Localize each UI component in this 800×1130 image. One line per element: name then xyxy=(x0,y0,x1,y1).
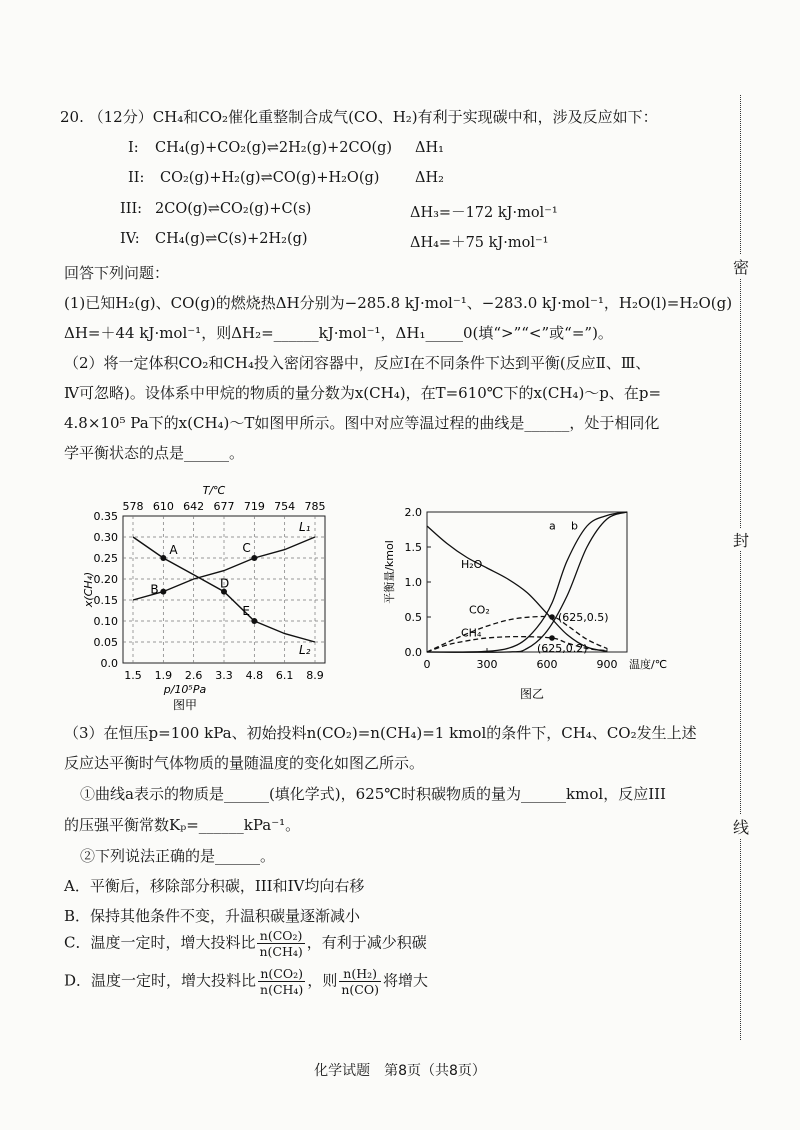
yi-annotation-label-1: (625,0.5) xyxy=(558,611,609,624)
jia-top-tick: 578 xyxy=(122,500,144,513)
reaction-1-dh: ΔH₁ xyxy=(415,140,444,156)
jia-point-E xyxy=(251,618,257,624)
jia-top-label: T/℃ xyxy=(202,484,226,497)
option-d-post: 将增大 xyxy=(382,971,428,990)
jia-x-tick: 2.6 xyxy=(184,669,203,682)
option-d xyxy=(64,966,428,997)
yi-series-4-label: CO₂ xyxy=(469,603,490,617)
jia-top-tick: 785 xyxy=(304,500,326,513)
yi-y-tick: 0.5 xyxy=(404,611,422,624)
option-c-post: ，有利于减少积碳 xyxy=(306,933,427,952)
yi-annotation-label-2: (625,0.2) xyxy=(537,642,588,655)
part3-line2: 反应达平衡时气体物质的量随温度的变化如图乙所示。 xyxy=(64,754,425,772)
yi-y-tick: 1.5 xyxy=(404,541,422,554)
q3-1-line2: 的压强平衡常数Kₚ=______kPa⁻¹。 xyxy=(64,816,301,834)
ratio-den-d: n(CH₄) xyxy=(260,982,304,997)
ratio-co: n(CO) xyxy=(341,982,379,997)
reaction-1-label: I: xyxy=(128,140,139,156)
yi-series-5-label: CH₄ xyxy=(461,626,482,640)
option-a: A．平衡后，移除部分积碳，III和IV均向右移 xyxy=(64,877,365,895)
ratio-num-d: n(CO₂) xyxy=(258,966,305,982)
yi-y-tick: 1.0 xyxy=(404,576,422,589)
jia-top-tick: 642 xyxy=(183,500,205,513)
yi-annotation-point-1 xyxy=(549,614,555,620)
jia-point-label-D: D xyxy=(220,576,230,591)
jia-x-tick: 6.1 xyxy=(275,669,294,682)
jia-y-tick: 0.0 xyxy=(100,657,118,670)
reaction-2-dh: ΔH₂ xyxy=(415,170,444,186)
yi-y-label: 平衡量/kmol xyxy=(383,540,396,604)
yi-frame xyxy=(427,512,627,652)
reaction-2-equation: CO₂(g)+H₂(g)⇌CO(g)+H₂O(g) xyxy=(160,170,380,186)
jia-y-tick: 0.05 xyxy=(93,636,118,649)
seal-line xyxy=(740,95,741,1040)
jia-series-2-label: L₂ xyxy=(299,643,311,657)
jia-y-tick: 0.20 xyxy=(93,573,118,586)
yi-annotation-point-2 xyxy=(549,635,555,641)
part1-line1: (1)已知H₂(g)、CO(g)的燃烧热ΔH分别为−285.8 kJ·mol⁻¹、−283.0 kJ·mol⁻¹，H₂O(l)=H₂O(g) xyxy=(64,294,733,312)
part2-line2: Ⅳ可忽略)。设体系中甲烷的物质的量分数为x(CH₄)，在T=610℃下的x(CH₄)～p、在p= xyxy=(64,384,662,402)
yi-x-tick: 900 xyxy=(596,658,618,671)
ratio-den: n(CH₄) xyxy=(259,944,303,959)
jia-y-tick: 0.25 xyxy=(93,552,118,565)
jia-x-tick: 4.8 xyxy=(245,669,264,682)
yi-series-1-label: a xyxy=(549,519,556,533)
reaction-4-label: IV: xyxy=(120,231,140,247)
yi-series-3-line xyxy=(427,526,607,651)
jia-top-tick: 677 xyxy=(213,500,235,513)
jia-point-C xyxy=(251,555,257,561)
reaction-4-dh: ΔH₄=＋75 kJ·mol⁻¹ xyxy=(410,235,549,251)
ratio-co2-ch4-d xyxy=(258,966,305,997)
question-header: 20. （12分）CH₄和CO₂催化重整制合成气(CO、H₂)有利于实现碳中和，涉及反应如下： xyxy=(60,108,658,126)
jia-point-A xyxy=(160,555,166,561)
ratio-co2-ch4 xyxy=(257,928,304,959)
jia-point-label-C: C xyxy=(242,541,251,555)
seal-label-mi: 密 xyxy=(731,255,751,278)
jia-x-tick: 1.9 xyxy=(154,669,173,682)
q3-2: ②下列说法正确的是______。 xyxy=(80,847,276,865)
ratio-num: n(CO₂) xyxy=(257,928,304,944)
jia-x-tick: 1.5 xyxy=(124,669,142,682)
yi-y-tick: 0.0 xyxy=(404,646,422,659)
jia-series-1-label: L₁ xyxy=(299,520,311,534)
part2-line1: （2）将一定体积CO₂和CH₄投入密闭容器中，反应Ⅰ在不同条件下达到平衡(反应Ⅱ、Ⅲ、 xyxy=(64,354,651,372)
jia-point-B xyxy=(160,589,166,595)
jia-point-label-B: B xyxy=(150,582,159,597)
option-d-mid: ，则 xyxy=(307,971,338,990)
prompt-text: 回答下列问题： xyxy=(64,264,170,282)
ratio-h2-co xyxy=(339,966,381,997)
reaction-2-label: II: xyxy=(128,170,145,186)
jia-y-tick: 0.10 xyxy=(93,615,118,628)
yi-series-1-line xyxy=(427,512,627,652)
reaction-1-equation: CH₄(g)+CO₂(g)⇌2H₂(g)+2CO(g) xyxy=(155,140,393,156)
jia-top-tick: 610 xyxy=(152,500,174,513)
jia-y-label: x(CH₄) xyxy=(82,571,95,608)
jia-x-tick: 3.3 xyxy=(215,669,233,682)
part2-line3: 4.8×10⁵ Pa下的x(CH₄)～T如图甲所示。图中对应等温过程的曲线是______，处于相同化 xyxy=(64,414,660,432)
jia-top-tick: 754 xyxy=(274,500,296,513)
seal-label-xian: 线 xyxy=(731,815,751,838)
jia-point-label-E: E xyxy=(242,604,250,618)
yi-x-tick: 300 xyxy=(476,658,498,671)
jia-x-tick: 8.9 xyxy=(306,669,324,682)
part2-line4: 学平衡状态的点是______。 xyxy=(64,444,245,462)
chart-yi xyxy=(380,492,720,712)
page-footer: 化学试题 第8页（共8页） xyxy=(314,1063,486,1079)
q3-1-line1: ①曲线a表示的物质是______(填化学式)，625℃时积碳物质的量为______kmol，反应III xyxy=(80,785,666,803)
option-d-pre: D．温度一定时，增大投料比 xyxy=(64,971,257,990)
jia-y-tick: 0.30 xyxy=(93,531,118,544)
jia-top-tick: 719 xyxy=(243,500,265,513)
yi-y-tick: 2.0 xyxy=(404,506,422,519)
yi-title: 图乙 xyxy=(519,687,545,701)
option-b: B．保持其他条件不变，升温积碳量逐渐减小 xyxy=(64,907,361,925)
yi-series-2-line xyxy=(427,512,627,652)
yi-x-label: 温度/℃ xyxy=(629,658,668,671)
yi-x-tick: 0 xyxy=(423,658,431,671)
reaction-4-equation: CH₄(g)⇌C(s)+2H₂(g) xyxy=(155,231,308,247)
seal-label-feng: 封 xyxy=(731,528,751,551)
jia-x-label: p/10⁵Pa xyxy=(163,683,207,696)
option-c xyxy=(64,928,427,959)
yi-series-2-label: b xyxy=(571,519,578,533)
jia-y-tick: 0.15 xyxy=(93,594,118,607)
option-c-pre: C．温度一定时，增大投料比 xyxy=(64,933,256,952)
yi-series-3-label: H₂O xyxy=(461,558,483,571)
chart-jia xyxy=(80,478,370,714)
reaction-3-equation: 2CO(g)⇌CO₂(g)+C(s) xyxy=(155,201,312,217)
part1-line2: ΔH=＋44 kJ·mol⁻¹，则ΔH₂=______kJ·mol⁻¹，ΔH₁_____0(填“>”“<”或“=”)。 xyxy=(64,324,613,342)
jia-y-tick: 0.35 xyxy=(93,510,118,523)
jia-point-label-A: A xyxy=(169,543,178,557)
yi-x-tick: 600 xyxy=(536,658,558,671)
jia-title: 图甲 xyxy=(172,698,198,712)
ratio-h2: n(H₂) xyxy=(339,966,381,982)
reaction-3-label: III: xyxy=(120,201,143,217)
reaction-3-dh: ΔH₃=－172 kJ·mol⁻¹ xyxy=(410,205,558,221)
part3-line1: （3）在恒压p=100 kPa、初始投料n(CO₂)=n(CH₄)=1 kmol的条件下，CH₄、CO₂发生上述 xyxy=(64,724,697,742)
